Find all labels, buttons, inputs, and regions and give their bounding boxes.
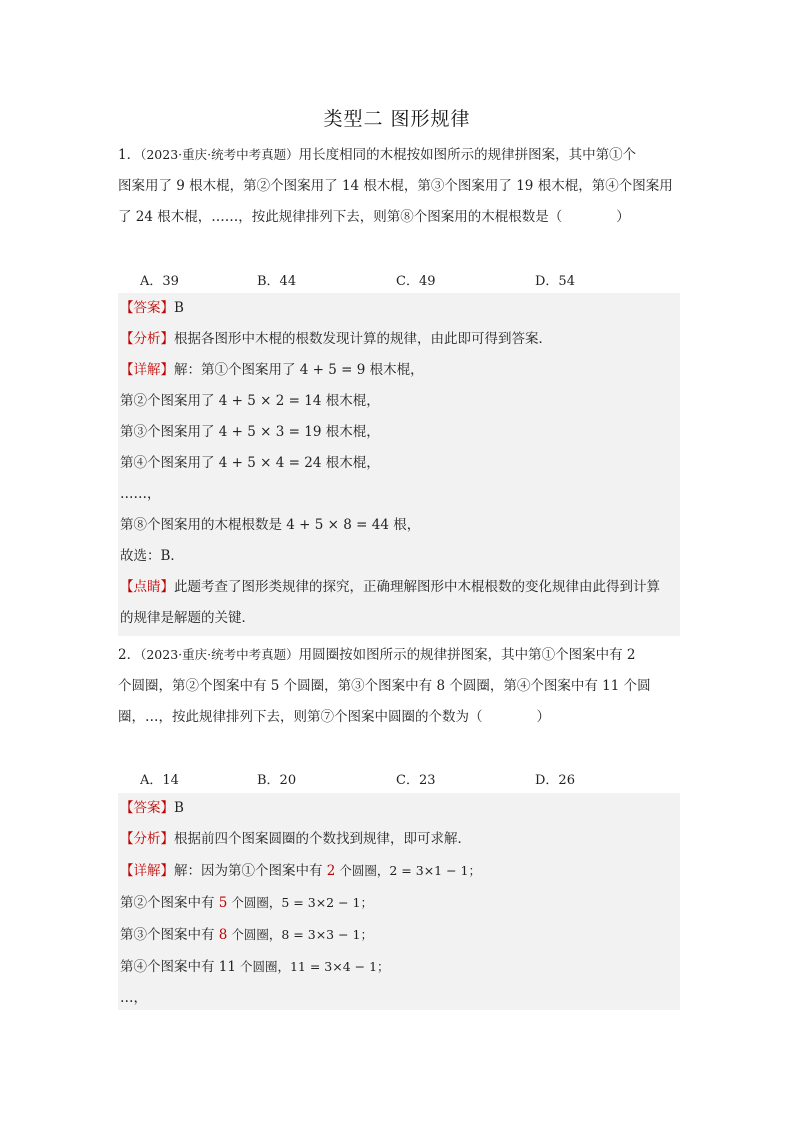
analysis-tag: 【分析】	[120, 831, 174, 847]
answer-value: B	[174, 300, 184, 316]
highlight-number: 2	[326, 863, 336, 879]
question-1-line-2: 图案用了 9 根木棍，第②个图案用了 14 根木棍，第③个图案用了 19 根木棍，第④个图案用	[118, 178, 673, 194]
answer-tag: 【答案】	[120, 800, 174, 816]
question-2-line-1	[118, 639, 678, 671]
detail-text: 第③个图案中有	[120, 927, 219, 943]
analysis-text: 根据前四个图案圆圈的个数找到规律，即可求解．	[174, 831, 471, 847]
answer-line	[120, 793, 678, 824]
analysis-line	[120, 324, 678, 355]
detail-text: 第②个图案中有	[120, 895, 219, 911]
analysis-text: 根据各图形中木棍的根数发现计算的规律，由此即可得到答案．	[174, 331, 552, 347]
detail-text: 第④个图案中有	[120, 959, 219, 975]
detail-line: 第③个图案用了 4 + 5 × 3 = 19 根木棍，	[120, 424, 380, 440]
analysis-tag: 【分析】	[120, 331, 174, 347]
option-d: D．54	[535, 274, 575, 289]
detail-line: 第⑧个图案用的木棍根数是 4 + 5 × 8 = 44 根，	[120, 517, 421, 533]
option-b: B．20	[257, 773, 297, 788]
detail-number: 11	[218, 959, 236, 975]
question-1-options	[140, 270, 660, 289]
question-1	[118, 139, 678, 233]
question-2-line-3: 圈，…，按此规律排列下去，则第⑦个图案中圆圈的个数为（ ）	[118, 709, 550, 725]
detail-tag: 【详解】	[120, 863, 174, 879]
detail-line	[120, 355, 678, 386]
comment-line: 的规律是解题的关键．	[120, 610, 255, 626]
question-source: （2023·重庆·统考中考真题）	[140, 147, 299, 162]
answer-value: B	[174, 800, 184, 816]
comment-text: 此题考查了图形类规律的探究，正确理解图形中木棍根数的变化规律由此得到计算	[174, 579, 660, 595]
option-a: A．14	[140, 773, 179, 788]
question-number: 2．	[118, 647, 141, 663]
comment-tag: 【点睛】	[120, 579, 174, 595]
detail-line: 第④个图案用了 4 + 5 × 4 = 24 根木棍，	[120, 455, 380, 471]
analysis-line	[120, 824, 678, 855]
question-2-options	[140, 769, 660, 788]
detail-line	[120, 951, 678, 983]
question-2-solution	[118, 793, 680, 1010]
detail-line	[120, 855, 678, 887]
detail-line: 故选：B．	[120, 548, 184, 564]
detail-line: …，	[120, 990, 147, 1006]
question-source: （2023·重庆·统考中考真题）	[140, 647, 299, 662]
detail-text: 个圆圈，8 = 3×3 − 1；	[227, 927, 373, 942]
question-2	[118, 639, 678, 733]
detail-text: 个圆圈，2 = 3×1 − 1；	[335, 863, 481, 878]
highlight-number: 5	[218, 895, 228, 911]
option-d: D．26	[535, 773, 575, 788]
question-text: 用圆圈按如图所示的规律拼图案，其中第①个图案中有 2	[298, 647, 636, 663]
comment-line	[120, 572, 678, 603]
detail-line	[120, 887, 678, 919]
detail-text: 个圆圈，11 = 3×4 − 1；	[235, 959, 390, 974]
detail-text: 解：第①个图案用了 4 + 5 = 9 根木棍，	[174, 362, 424, 378]
highlight-number: 8	[218, 927, 228, 943]
answer-line	[120, 293, 678, 324]
question-number: 1．	[118, 147, 141, 163]
detail-tag: 【详解】	[120, 362, 174, 378]
detail-line: 第②个图案用了 4 + 5 × 2 = 14 根木棍，	[120, 393, 380, 409]
question-2-line-2: 个圆圈，第②个图案中有 5 个圆圈，第③个图案中有 8 个圆圈，第④个图案中有 11 个圆	[118, 678, 651, 694]
question-1-line-1	[118, 139, 678, 171]
detail-text: 个圆圈，5 = 3×2 − 1；	[227, 895, 373, 910]
question-1-solution	[118, 293, 680, 636]
question-1-line-3: 了 24 根木棍，……，按此规律排列下去，则第⑧个图案用的木棍根数是（ ）	[118, 209, 630, 225]
detail-text: 解：因为第①个图案中有	[174, 863, 327, 879]
option-a: A．39	[140, 274, 179, 289]
answer-tag: 【答案】	[120, 300, 174, 316]
question-text: 用长度相同的木棍按如图所示的规律拼图案，其中第①个	[298, 147, 637, 163]
option-c: C．23	[396, 773, 436, 788]
option-b: B．44	[257, 274, 297, 289]
detail-line	[120, 919, 678, 951]
detail-line: ……，	[120, 486, 161, 502]
page-title: 类型二 图形规律	[323, 108, 471, 130]
option-c: C．49	[396, 274, 436, 289]
